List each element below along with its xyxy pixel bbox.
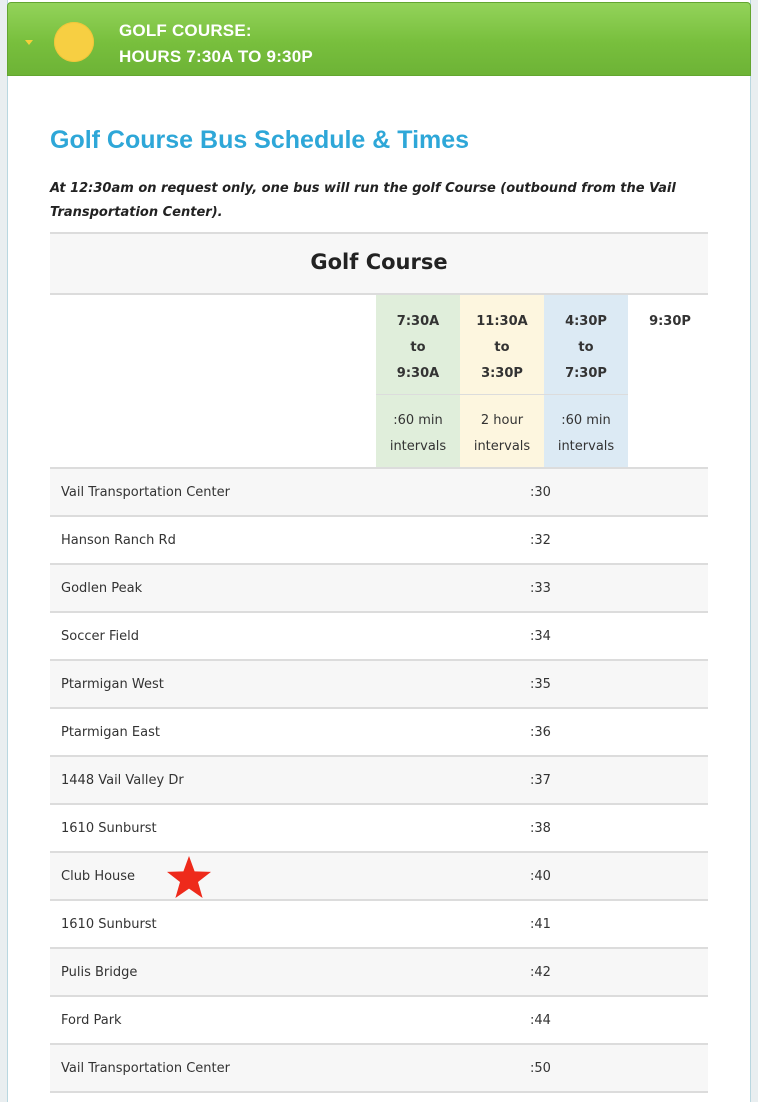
stop-time: :37	[530, 773, 551, 788]
stop-name: Pulis Bridge	[61, 965, 138, 980]
table-title: Golf Course	[50, 232, 708, 295]
time-band	[460, 295, 544, 467]
stop-name: Soccer Field	[61, 629, 139, 644]
stop-name: Ford Park	[61, 1013, 122, 1028]
stop-time: :34	[530, 629, 551, 644]
band-interval: 2 hour	[480, 413, 524, 428]
band-start: 7:30A	[396, 314, 440, 329]
band-start: 4:30P	[565, 314, 607, 329]
table-row	[50, 901, 708, 949]
band-end: 3:30P	[481, 366, 523, 381]
stop-name: Vail Transportation Center	[61, 485, 230, 500]
stop-time: :42	[530, 965, 551, 980]
band-interval-label: intervals	[557, 439, 615, 454]
stop-time: :44	[530, 1013, 551, 1028]
stop-name: 1610 Sunburst	[61, 821, 157, 836]
stop-list	[50, 469, 708, 1093]
table-row	[50, 469, 708, 517]
stop-time: :35	[530, 677, 551, 692]
table-row	[50, 709, 708, 757]
stop-time: :40	[530, 869, 551, 884]
band-start: 9:30P	[649, 314, 691, 329]
stop-time: :38	[530, 821, 551, 836]
stop-time: :50	[530, 1061, 551, 1076]
stop-name: Vail Transportation Center	[61, 1061, 230, 1076]
band-end: 7:30P	[565, 366, 607, 381]
band-to: to	[410, 340, 426, 355]
time-band	[628, 295, 712, 467]
time-band	[544, 295, 628, 467]
table-row	[50, 517, 708, 565]
stop-name: 1610 Sunburst	[61, 917, 157, 932]
caret-down-icon[interactable]	[25, 40, 33, 45]
red-star-icon	[166, 855, 212, 901]
schedule-table	[50, 232, 708, 1093]
band-end: 9:30A	[396, 366, 440, 381]
schedule-note: At 12:30am on request only, one bus will run the golf Course (outbound from the Vail Transportation Center).	[50, 181, 676, 220]
table-row	[50, 949, 708, 997]
sun-icon	[54, 22, 94, 62]
table-row	[50, 1045, 708, 1093]
table-row	[50, 853, 708, 901]
stop-time: :33	[530, 581, 551, 596]
stop-time: :41	[530, 917, 551, 932]
table-row	[50, 661, 708, 709]
band-to: to	[494, 340, 510, 355]
stop-name: Ptarmigan West	[61, 677, 164, 692]
stop-time: :30	[530, 485, 551, 500]
band-to: to	[578, 340, 594, 355]
table-row	[50, 613, 708, 661]
accordion-header[interactable]	[7, 2, 751, 76]
band-interval: :60 min	[393, 413, 443, 428]
table-row	[50, 997, 708, 1045]
stop-time: :36	[530, 725, 551, 740]
band-start: 11:30A	[476, 314, 528, 329]
page-title: Golf Course Bus Schedule & Times	[50, 126, 470, 154]
band-interval-label: intervals	[473, 439, 531, 454]
time-band	[376, 295, 460, 467]
table-row	[50, 565, 708, 613]
band-interval: :60 min	[561, 413, 611, 428]
time-band-header	[50, 295, 708, 469]
table-row	[50, 805, 708, 853]
table-row	[50, 757, 708, 805]
stop-name: Ptarmigan East	[61, 725, 160, 740]
stop-name: 1448 Vail Valley Dr	[61, 773, 184, 788]
band-interval-label: intervals	[389, 439, 447, 454]
stop-time: :32	[530, 533, 551, 548]
accordion-title-line2: HOURS 7:30A TO 9:30P	[119, 47, 313, 66]
stop-name: Club House	[61, 869, 136, 884]
stop-name: Godlen Peak	[61, 581, 143, 596]
accordion-title	[119, 18, 313, 70]
stop-name: Hanson Ranch Rd	[61, 533, 176, 548]
accordion-title-line1: GOLF COURSE:	[119, 21, 252, 40]
